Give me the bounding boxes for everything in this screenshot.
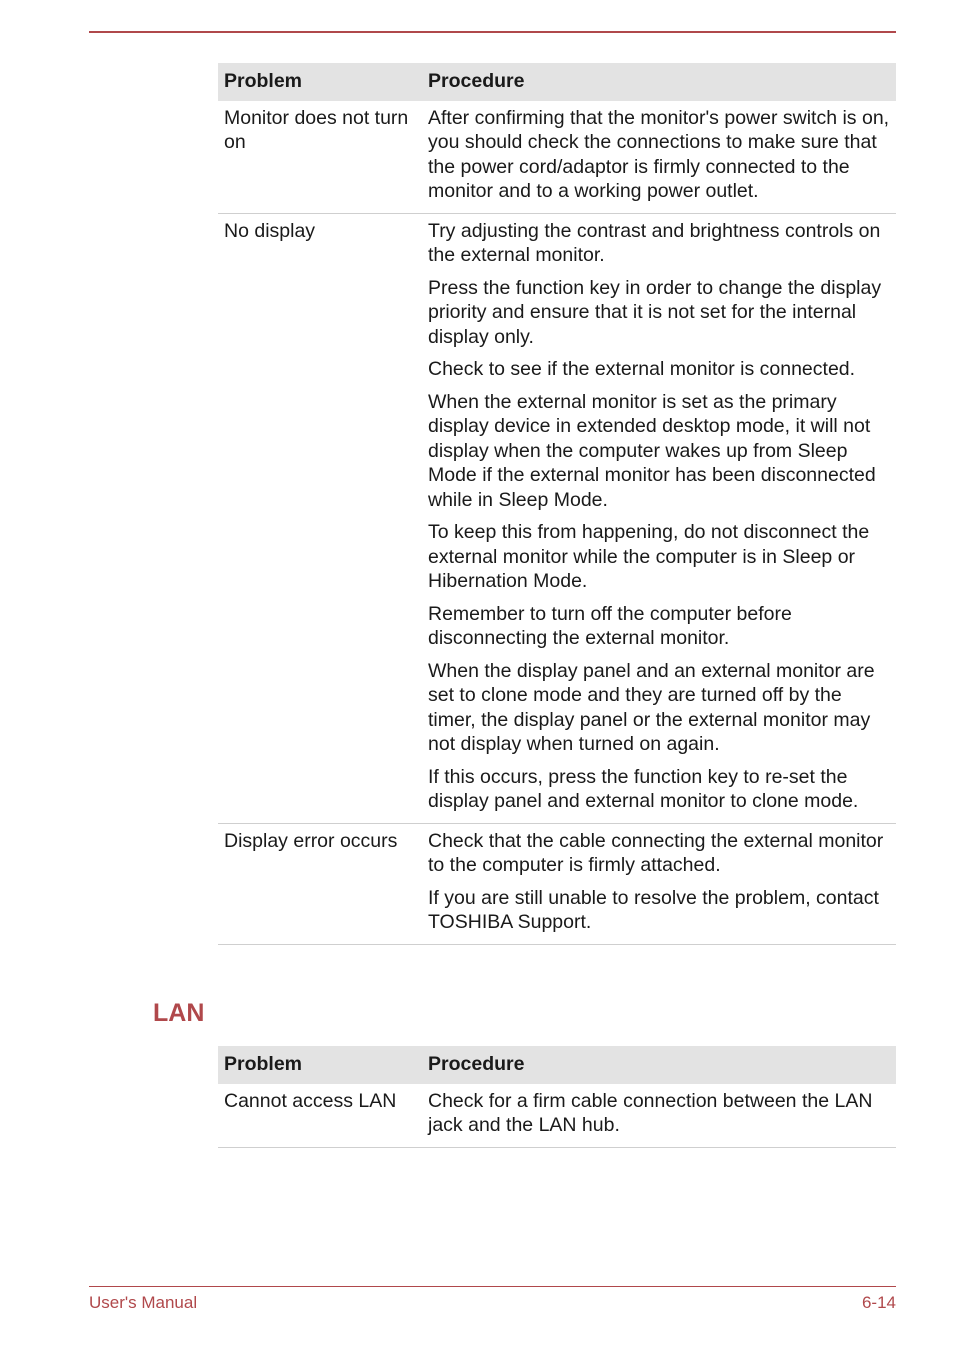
footer-manual-title: User's Manual: [89, 1293, 198, 1312]
problem-cell: Monitor does not turn on: [218, 101, 422, 214]
procedure-cell: [422, 823, 896, 944]
procedure-column-header: Procedure: [422, 63, 896, 101]
lan-troubleshooting-table: [218, 1046, 896, 1148]
problem-cell: No display: [218, 213, 422, 823]
procedure-paragraph: After confirming that the monitor's power switch is on, you should check the connections to make sure that the power cord/adaptor is firmly connected to the monitor and to a working power outlet.: [428, 106, 890, 202]
lan-section-heading: LAN: [153, 999, 205, 1027]
problem-column-header: Problem: [218, 1046, 422, 1084]
table-row: [218, 213, 896, 823]
problem-cell: Cannot access LAN: [218, 1084, 422, 1148]
procedure-column-header: Procedure: [422, 1046, 896, 1084]
header-rule: [89, 31, 896, 33]
table-row: [218, 823, 896, 944]
procedure-cell: [422, 1084, 896, 1148]
problem-cell: Display error occurs: [218, 823, 422, 944]
footer-rule: [89, 1286, 896, 1287]
procedure-paragraph: To keep this from happening, do not disconnect the external monitor while the computer is in Sleep or Hibernation Mode.: [428, 521, 870, 592]
procedure-paragraph: Remember to turn off the computer before disconnecting the external monitor.: [428, 602, 792, 649]
problem-column-header: Problem: [218, 63, 422, 101]
procedure-paragraph: Press the function key in order to change the display priority and ensure that it is not set for the internal display only.: [428, 276, 882, 348]
procedure-paragraph: Check to see if the external monitor is connected.: [428, 358, 856, 380]
procedure-paragraph: Check for a firm cable connection between the LAN jack and the LAN hub.: [428, 1089, 873, 1136]
procedure-paragraph: Check that the cable connecting the external monitor to the computer is firmly attached.: [428, 829, 884, 876]
footer-page-number: 6-14: [861, 1293, 896, 1312]
procedure-paragraph: When the external monitor is set as the primary display device in extended desktop mode, it will not display when the computer wakes up from Sleep Mode if the external monitor has been disconnected while in Sleep Mode.: [428, 390, 876, 511]
table-header-row: [218, 1046, 896, 1084]
procedure-paragraph: Try adjusting the contrast and brightness controls on the external monitor.: [428, 219, 881, 266]
display-troubleshooting-table: [218, 63, 896, 945]
table-row: [218, 101, 896, 214]
procedure-paragraph: When the display panel and an external monitor are set to clone mode and they are turned off by the timer, the display panel or the external monitor may not display when turned on again.: [428, 659, 875, 755]
table-header-row: [218, 63, 896, 101]
procedure-paragraph: If you are still unable to resolve the problem, contact TOSHIBA Support.: [428, 886, 879, 933]
procedure-paragraph: If this occurs, press the function key to re-set the display panel and external monitor to clone mode.: [428, 765, 859, 812]
procedure-cell: [422, 213, 896, 823]
table-row: [218, 1084, 896, 1148]
procedure-cell: [422, 101, 896, 214]
